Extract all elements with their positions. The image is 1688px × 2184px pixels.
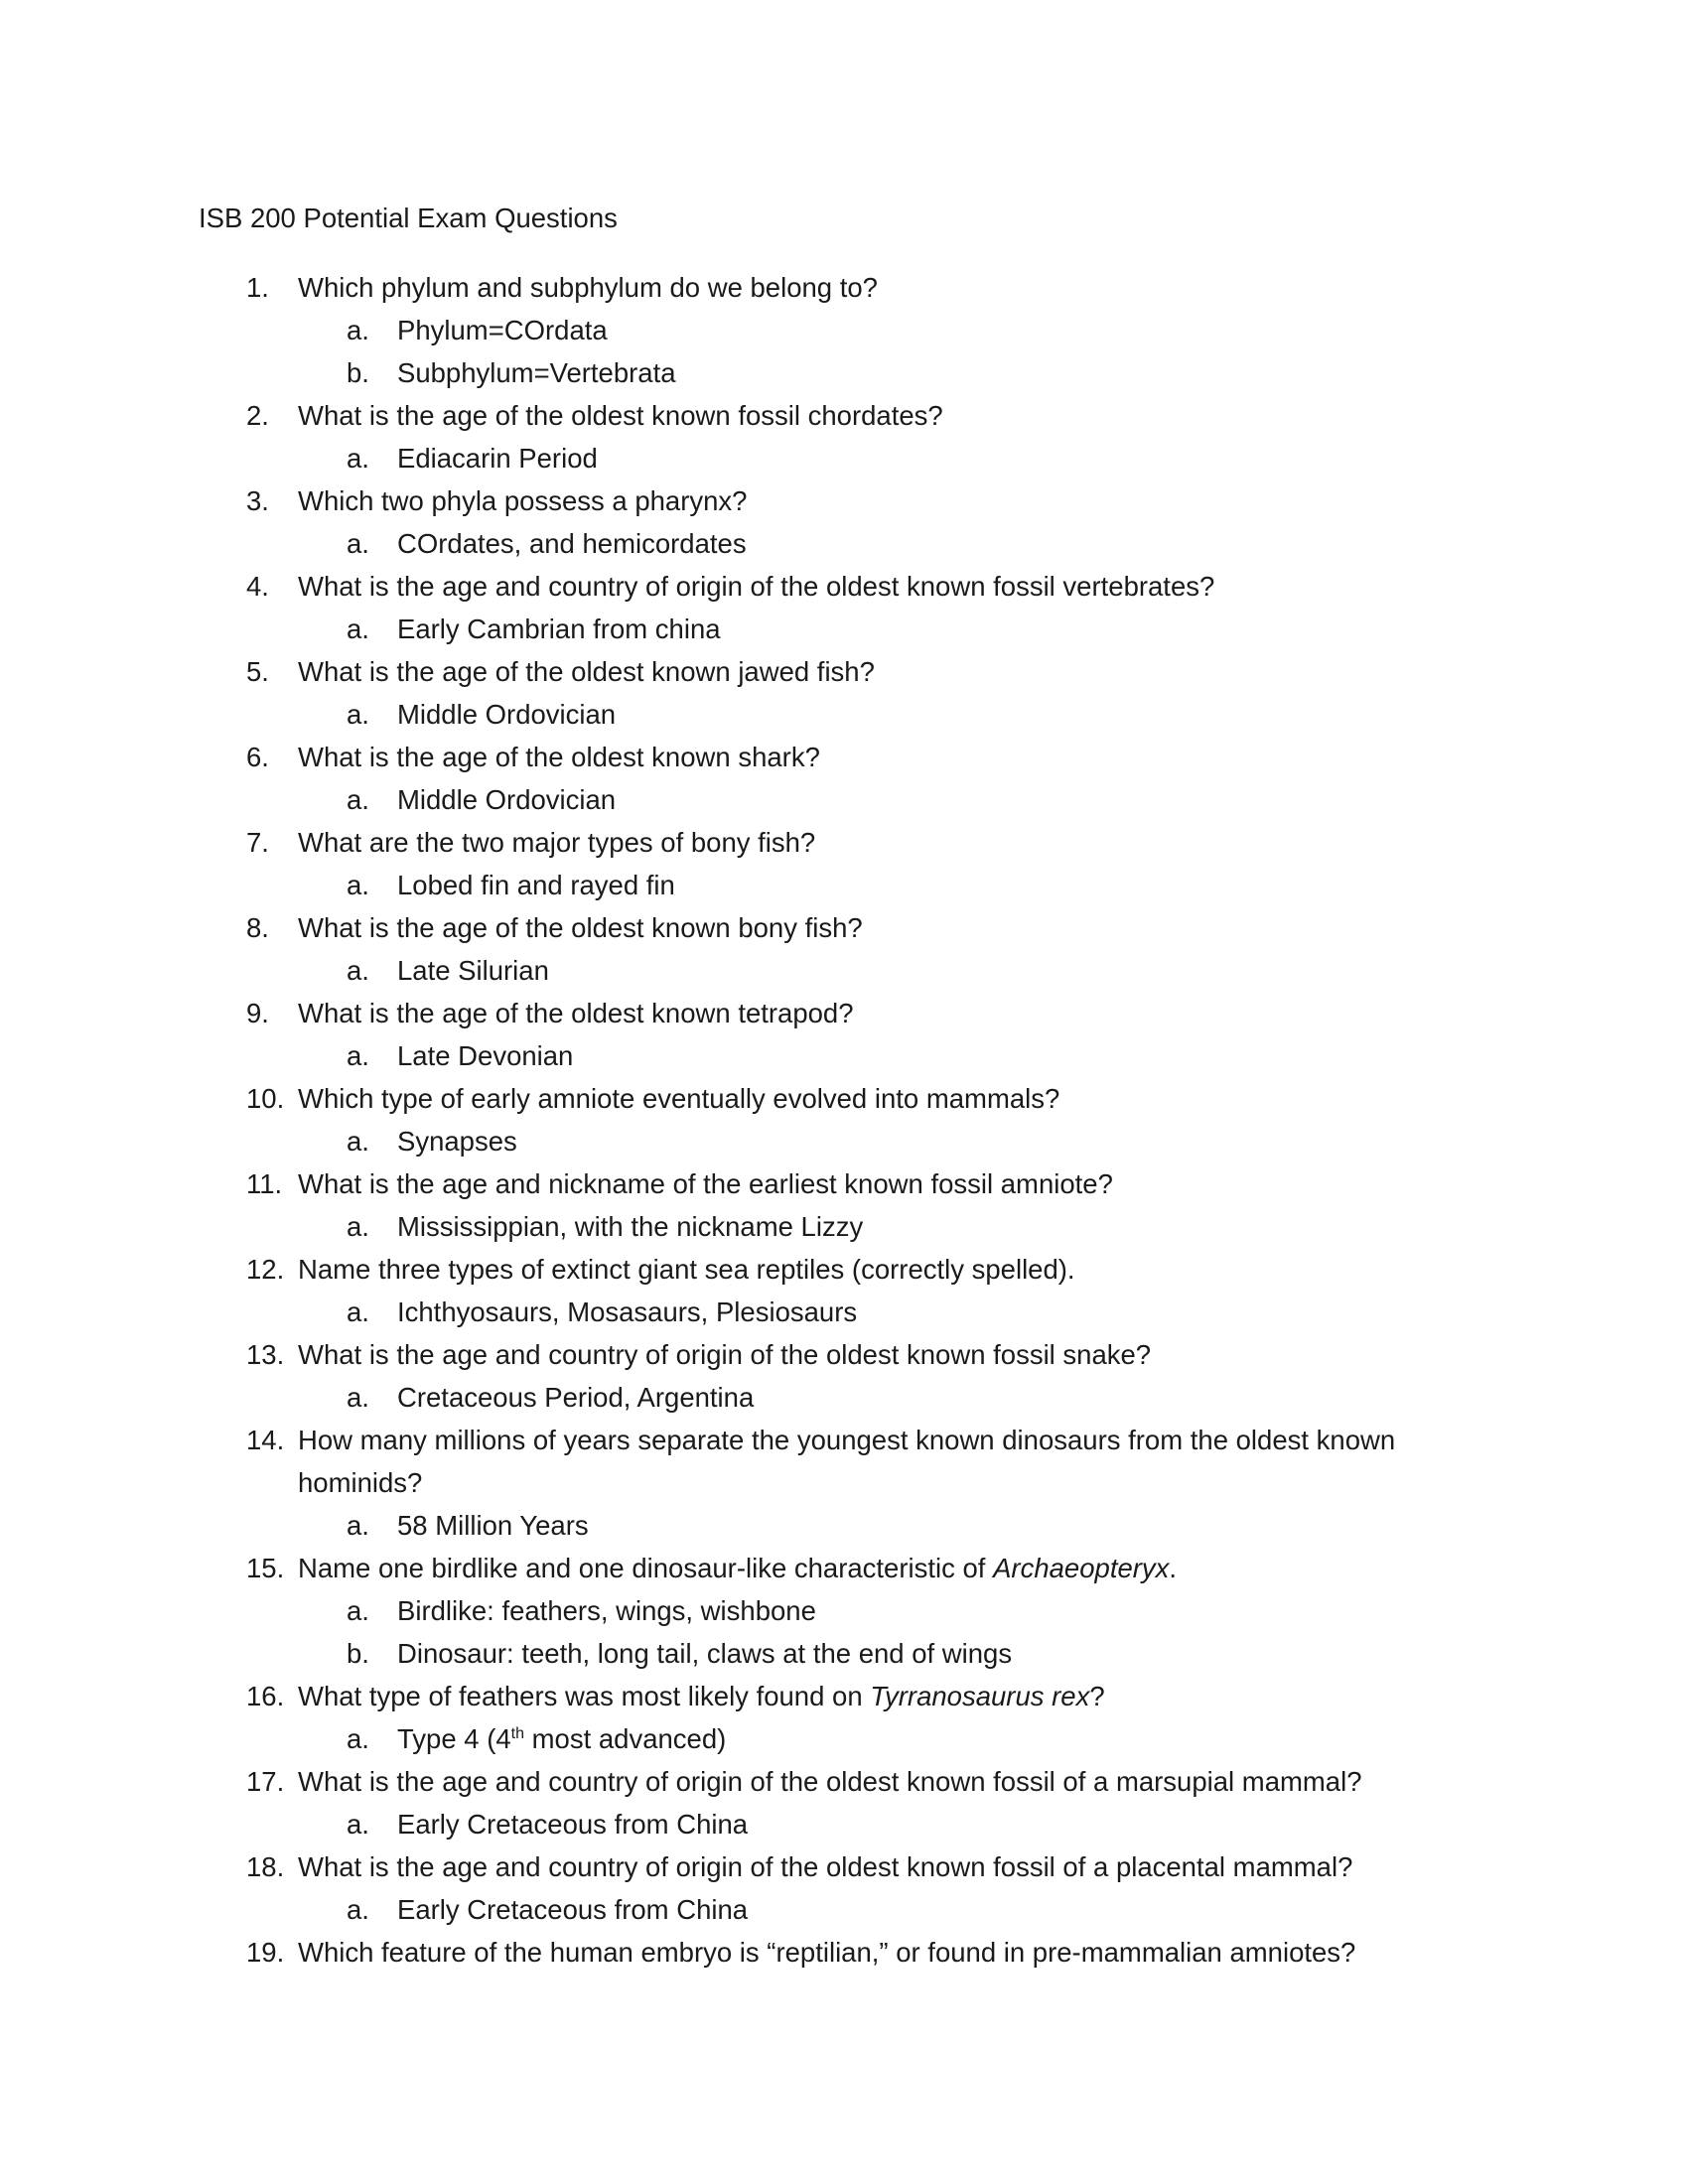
question-text: What is the age and nickname of the earliest known fossil amniote? <box>298 1168 1113 1199</box>
answer-text: Phylum=COrdata <box>397 315 608 345</box>
answer-text: Middle Ordovician <box>397 784 617 815</box>
answer-row <box>0 693 1688 736</box>
answer-row <box>0 1120 1688 1162</box>
answer-text: Synapses <box>397 1126 517 1157</box>
question-number: 6. <box>246 742 269 772</box>
question-number: 16. <box>246 1681 285 1711</box>
answer-text <box>397 1717 726 1760</box>
question-text <box>298 1675 1105 1717</box>
answer-text: COrdates, and hemicordates <box>397 528 747 559</box>
answer-row <box>0 949 1688 992</box>
answer-label: b. <box>347 357 369 388</box>
question-text: Which feature of the human embryo is “reptilian,” or found in pre-mammalian amniotes? <box>298 1937 1356 1968</box>
answer-row <box>0 1205 1688 1248</box>
answer-label: b. <box>347 1638 369 1669</box>
question-text-part: . <box>1169 1553 1178 1583</box>
answer-text: Middle Ordovician <box>397 699 617 730</box>
answer-row <box>0 1376 1688 1419</box>
question-row <box>0 1248 1688 1291</box>
answer-text: Cretaceous Period, Argentina <box>397 1382 755 1413</box>
question-text-part: ? <box>1089 1681 1105 1711</box>
question-number: 19. <box>246 1937 285 1968</box>
answer-row <box>0 864 1688 906</box>
question-row <box>0 992 1688 1034</box>
answer-label: a. <box>347 699 369 730</box>
question-number: 14. <box>246 1425 285 1455</box>
answer-label: a. <box>347 955 369 986</box>
answer-label: a. <box>347 1595 369 1626</box>
answer-label: a. <box>347 1809 369 1840</box>
question-text: Which phylum and subphylum do we belong to? <box>298 272 878 303</box>
answer-text: Subphylum=Vertebrata <box>397 357 676 388</box>
question-number: 1. <box>246 272 269 303</box>
question-text <box>298 1547 1177 1589</box>
answer-text: Late Silurian <box>397 955 549 986</box>
question-text: What is the age and country of origin of the oldest known fossil snake? <box>298 1339 1152 1370</box>
question-number: 4. <box>246 571 269 602</box>
answer-label: a. <box>347 870 369 900</box>
answer-label: a. <box>347 1211 369 1242</box>
question-text: What is the age and country of origin of the oldest known fossil of a marsupial mammal? <box>298 1766 1362 1797</box>
answer-text: Lobed fin and rayed fin <box>397 870 675 900</box>
question-number: 12. <box>246 1254 285 1285</box>
question-number: 5. <box>246 656 269 687</box>
question-row <box>0 1077 1688 1120</box>
answer-text: Late Devonian <box>397 1040 574 1071</box>
question-row <box>0 1931 1688 1974</box>
question-text: What is the age of the oldest known fossil chordates? <box>298 400 943 431</box>
question-row <box>0 479 1688 522</box>
question-row <box>0 650 1688 693</box>
question-number: 7. <box>246 827 269 858</box>
answer-text: Early Cretaceous from China <box>397 1894 749 1925</box>
question-text-continued: hominids? <box>298 1467 423 1498</box>
answer-label: a. <box>347 614 369 644</box>
answer-text: Early Cretaceous from China <box>397 1809 749 1840</box>
question-text-part: What type of feathers was most likely found on <box>298 1681 871 1711</box>
answer-row <box>0 1589 1688 1632</box>
question-row <box>0 1419 1688 1461</box>
answer-row <box>0 608 1688 650</box>
question-text: What is the age and country of origin of the oldest known fossil vertebrates? <box>298 571 1215 602</box>
question-number: 3. <box>246 485 269 516</box>
question-text: Which type of early amniote eventually evolved into mammals? <box>298 1083 1060 1114</box>
question-row <box>0 906 1688 949</box>
answer-text: Birdlike: feathers, wings, wishbone <box>397 1595 816 1626</box>
answer-text-part: Type 4 (4 <box>397 1723 511 1754</box>
answer-row <box>0 437 1688 479</box>
answer-text-part: most advanced) <box>524 1723 727 1754</box>
answer-label: a. <box>347 1297 369 1327</box>
question-row <box>0 736 1688 778</box>
answer-text: Mississippian, with the nickname Lizzy <box>397 1211 864 1242</box>
question-number: 15. <box>246 1553 285 1583</box>
question-number: 8. <box>246 912 269 943</box>
answer-row <box>0 351 1688 394</box>
answer-label: a. <box>347 1040 369 1071</box>
answer-label: a. <box>347 1382 369 1413</box>
question-text: What is the age of the oldest known bony fish? <box>298 912 863 943</box>
question-continuation-row <box>0 1461 1688 1504</box>
answer-row <box>0 309 1688 351</box>
question-list <box>0 266 1688 1974</box>
answer-label: a. <box>347 528 369 559</box>
question-row <box>0 1162 1688 1205</box>
question-text: What is the age of the oldest known jawed fish? <box>298 656 875 687</box>
question-row <box>0 565 1688 608</box>
question-row <box>0 1547 1688 1589</box>
question-number: 11. <box>246 1168 283 1199</box>
answer-row <box>0 1034 1688 1077</box>
question-row <box>0 1675 1688 1717</box>
question-number: 10. <box>246 1083 285 1114</box>
answer-text: 58 Million Years <box>397 1510 589 1541</box>
question-text: How many millions of years separate the youngest known dinosaurs from the oldest known <box>298 1425 1396 1455</box>
answer-text: Ediacarin Period <box>397 443 598 474</box>
answer-row <box>0 1291 1688 1333</box>
question-row <box>0 1845 1688 1888</box>
question-text: Name three types of extinct giant sea reptiles (correctly spelled). <box>298 1254 1075 1285</box>
answer-row <box>0 1717 1688 1760</box>
answer-row <box>0 1803 1688 1845</box>
answer-label: a. <box>347 784 369 815</box>
page-title: ISB 200 Potential Exam Questions <box>199 203 618 233</box>
answer-row <box>0 1632 1688 1675</box>
question-text: What is the age and country of origin of the oldest known fossil of a placental mammal? <box>298 1851 1353 1882</box>
answer-label: a. <box>347 1510 369 1541</box>
answer-label: a. <box>347 315 369 345</box>
question-row <box>0 1760 1688 1803</box>
answer-row <box>0 522 1688 565</box>
answer-text: Early Cambrian from china <box>397 614 721 644</box>
answer-label: a. <box>347 443 369 474</box>
question-number: 18. <box>246 1851 285 1882</box>
question-text: What is the age of the oldest known tetrapod? <box>298 998 854 1028</box>
species-name: Tyrranosaurus rex <box>870 1681 1090 1711</box>
answer-row <box>0 1888 1688 1931</box>
question-number: 2. <box>246 400 269 431</box>
question-row <box>0 266 1688 309</box>
ordinal-superscript: th <box>510 1725 524 1742</box>
question-row <box>0 821 1688 864</box>
answer-label: a. <box>347 1723 369 1754</box>
answer-row <box>0 778 1688 821</box>
question-number: 17. <box>246 1766 285 1797</box>
question-number: 13. <box>246 1339 285 1370</box>
answer-text: Dinosaur: teeth, long tail, claws at the end of wings <box>397 1638 1013 1669</box>
question-text-part: Name one birdlike and one dinosaur-like characteristic of <box>298 1553 994 1583</box>
answer-label: a. <box>347 1894 369 1925</box>
question-text: What is the age of the oldest known shark? <box>298 742 820 772</box>
answer-label: a. <box>347 1126 369 1157</box>
question-number: 9. <box>246 998 269 1028</box>
question-text: Which two phyla possess a pharynx? <box>298 485 748 516</box>
question-row <box>0 1333 1688 1376</box>
answer-text: Ichthyosaurs, Mosasaurs, Plesiosaurs <box>397 1297 858 1327</box>
question-text: What are the two major types of bony fish? <box>298 827 816 858</box>
question-row <box>0 394 1688 437</box>
answer-row <box>0 1504 1688 1547</box>
species-name: Archaeopteryx <box>993 1553 1170 1583</box>
